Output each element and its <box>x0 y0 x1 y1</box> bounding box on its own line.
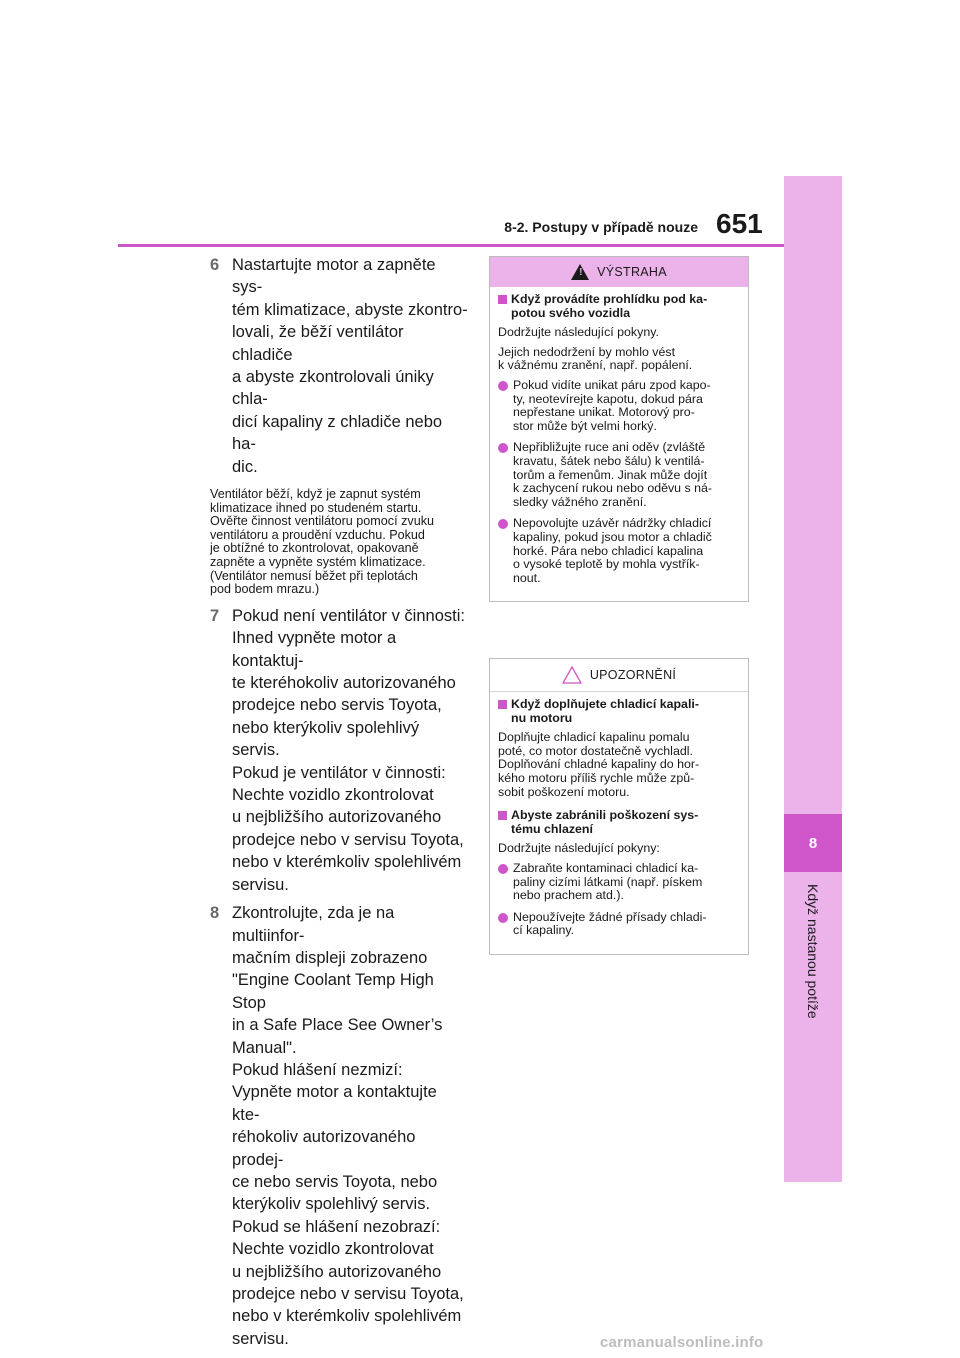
text-line: Nepoužívejte žádné přísady chladi- <box>513 909 707 924</box>
step-line: Vypněte motor a kontaktujte kte- <box>232 1083 437 1124</box>
caution-body <box>490 692 748 954</box>
text-line: nout. <box>513 570 541 585</box>
step-line: tém klimatizace, abyste zkontro- <box>232 300 468 319</box>
text-line: k vážnému zranění, např. popálení. <box>498 358 693 373</box>
caution-title: UPOZORNĚNÍ <box>589 668 677 682</box>
warning-box <box>489 256 749 602</box>
text-line: nebo prachem atd.). <box>513 888 624 903</box>
text-line: Pokud vidíte unikat páru zpod kapo- <box>513 377 711 392</box>
step-line: Nechte vozidlo zkontrolovat <box>232 1240 434 1259</box>
step-line: nebo v kterémkoliv spolehlivém <box>232 1307 462 1326</box>
note-line: (Ventilátor nemusí běžet při teplotách <box>210 568 418 583</box>
step-line: Pokud není ventilátor v činnosti: <box>232 606 465 625</box>
step-line: in a Safe Place See Owner’s <box>232 1016 443 1035</box>
heading-line: tému chlazení <box>511 821 593 836</box>
step-line: Nechte vozidlo zkontrolovat <box>232 786 434 805</box>
caution-bullet <box>498 862 740 903</box>
text-line: o vysoké teplotě by mohla vystřík- <box>513 557 700 572</box>
text-line: sledky vážného zranění. <box>513 494 647 509</box>
step-line: Pokud hlášení nezmizí: <box>232 1060 403 1079</box>
chapter-number: 8 <box>784 814 842 872</box>
note-line: pod bodem mrazu.) <box>210 582 320 597</box>
text-line: sobit poškození motoru. <box>498 784 630 799</box>
caution-bullet <box>498 911 740 938</box>
text-line: Zabraňte kontaminaci chladicí ka- <box>513 860 699 875</box>
caution-heading <box>498 698 740 725</box>
step-line: Manual". <box>232 1038 297 1057</box>
text-line: Doplňování chladné kapaliny do hor- <box>498 757 700 772</box>
page-number: 651 <box>716 208 763 239</box>
step-line: Ihned vypněte motor a kontaktuj- <box>232 629 397 670</box>
chapter-title: Když nastanou potíže <box>805 884 821 1019</box>
text-line: kého motoru příliš rychle může způ- <box>498 770 695 785</box>
text-line: cí kapaliny. <box>513 923 575 938</box>
step-number: 8 <box>210 904 220 923</box>
warning-bullet <box>498 441 740 509</box>
watermark: carmanualsonline.info <box>600 1334 764 1351</box>
step-line: prodejce nebo v servisu Toyota, <box>232 1285 464 1303</box>
heading-line: potou svého vozidla <box>511 305 631 320</box>
caution-heading <box>498 809 740 836</box>
step-number: 7 <box>210 606 220 625</box>
text-line: torům a řemenům. Jinak může dojít <box>513 467 708 482</box>
note-line: je obtížné to zkontrolovat, opakovaně <box>210 541 419 556</box>
step-line: te kteréhokoliv autorizovaného <box>232 674 456 693</box>
text-line: ty, neotevírejte kapotu, dokud pára <box>513 391 703 406</box>
chapter-title-vertical <box>784 872 842 1182</box>
text-line: k zachycení rukou nebo oděvu s ná- <box>513 481 713 496</box>
warning-bullet <box>498 517 740 585</box>
step-line: nebo v kterémkoliv spolehlivém <box>232 853 462 872</box>
warning-consequence <box>498 346 740 373</box>
warning-body <box>490 287 748 601</box>
step-line: dic. <box>232 457 258 476</box>
section-title: 8-2. Postupy v případě nouze <box>504 219 698 235</box>
step-line: a abyste zkontrolovali úniky chla- <box>232 368 434 409</box>
step-7 <box>210 605 468 896</box>
caution-text <box>498 731 740 799</box>
text-line: poté, co motor dostatečně vychladl. <box>498 743 693 758</box>
text-line: nepřestane unikat. Motorový pro- <box>513 405 695 420</box>
step-line: "Engine Coolant Temp High Stop <box>232 971 434 1012</box>
caution-triangle-icon <box>562 666 582 684</box>
text-line: stor může být velmi horký. <box>513 418 657 433</box>
heading-line: Když provádíte prohlídku pod ka- <box>511 292 708 306</box>
note-line: Ventilátor běží, když je zapnut systém <box>210 487 421 502</box>
step-line: mačním displeji zobrazeno <box>232 948 428 967</box>
step-line: servisu. <box>232 1329 289 1348</box>
step-line: kterýkoliv spolehlivý servis. <box>232 1195 431 1214</box>
note-line: klimatizace ihned po studeném startu. <box>210 500 422 515</box>
step-line: servisu. <box>232 875 289 894</box>
text-line: paliny cizími látkami (např. pískem <box>513 874 703 889</box>
step-line: u nejbližšího autorizovaného <box>232 1262 442 1281</box>
header-divider <box>118 244 784 247</box>
warning-bullet <box>498 379 740 433</box>
text-line: Nepřibližujte ruce ani oděv (zvláště <box>513 440 706 455</box>
text-line: kapaliny, pokud jsou motor a chladič <box>513 529 712 544</box>
warning-triangle-icon: ! <box>571 264 589 280</box>
caution-intro: Dodržujte následující pokyny: <box>498 841 660 856</box>
step-line: dicí kapaliny z chladiče nebo ha- <box>232 412 443 454</box>
step-number: 6 <box>210 256 220 274</box>
warning-header <box>490 257 748 287</box>
heading-line: nu motoru <box>511 710 573 725</box>
warning-title: VÝSTRAHA <box>597 265 667 279</box>
heading-line: Abyste zabránili poškození sys- <box>511 808 699 823</box>
text-line: kravatu, šátek nebo šálu) k ventilá- <box>513 453 705 468</box>
step-line: Pokud je ventilátor v činnosti: <box>232 763 446 782</box>
step-line: réhokoliv autorizovaného prodej- <box>232 1128 416 1169</box>
heading-line: Když doplňujete chladicí kapali- <box>511 697 699 711</box>
warning-intro: Dodržujte následující pokyny. <box>498 325 659 340</box>
step-line: ce nebo servis Toyota, nebo <box>232 1172 438 1191</box>
note-line: zapněte a vypněte systém klimatizace. <box>210 555 426 570</box>
step-line: prodejce nebo v servisu Toyota, <box>232 830 464 849</box>
text-line: horké. Pára nebo chladicí kapalina <box>513 543 704 558</box>
step-line: u nejbližšího autorizovaného <box>232 808 442 827</box>
step-line: nebo kterýkoliv spolehlivý servis. <box>232 718 420 760</box>
note-line: ventilátoru a proudění vzduchu. Pokud <box>210 527 425 542</box>
procedure-column <box>210 254 468 1350</box>
text-line: Nepovolujte uzávěr nádržky chladicí <box>513 516 712 531</box>
text-line: Doplňujte chladicí kapalinu pomalu <box>498 730 690 745</box>
caution-header <box>490 659 748 692</box>
chapter-side-tab <box>784 176 842 1182</box>
fan-note <box>210 488 468 597</box>
text-line: Jejich nedodržení by mohlo vést <box>498 344 676 359</box>
step-line: Zkontrolujte, zda je na multiinfor- <box>232 904 395 945</box>
caution-box <box>489 658 749 955</box>
step-line: Pokud se hlášení nezobrazí: <box>232 1217 441 1236</box>
note-line: Ověřte činnost ventilátoru pomocí zvuku <box>210 514 434 529</box>
warning-heading <box>498 293 740 320</box>
step-6 <box>210 254 468 478</box>
step-line: Nastartujte motor a zapněte sys- <box>232 256 436 297</box>
step-line: prodejce nebo servis Toyota, <box>232 696 442 715</box>
step-line: lovali, že běží ventilátor chladiče <box>232 323 404 364</box>
step-8 <box>210 902 468 1350</box>
